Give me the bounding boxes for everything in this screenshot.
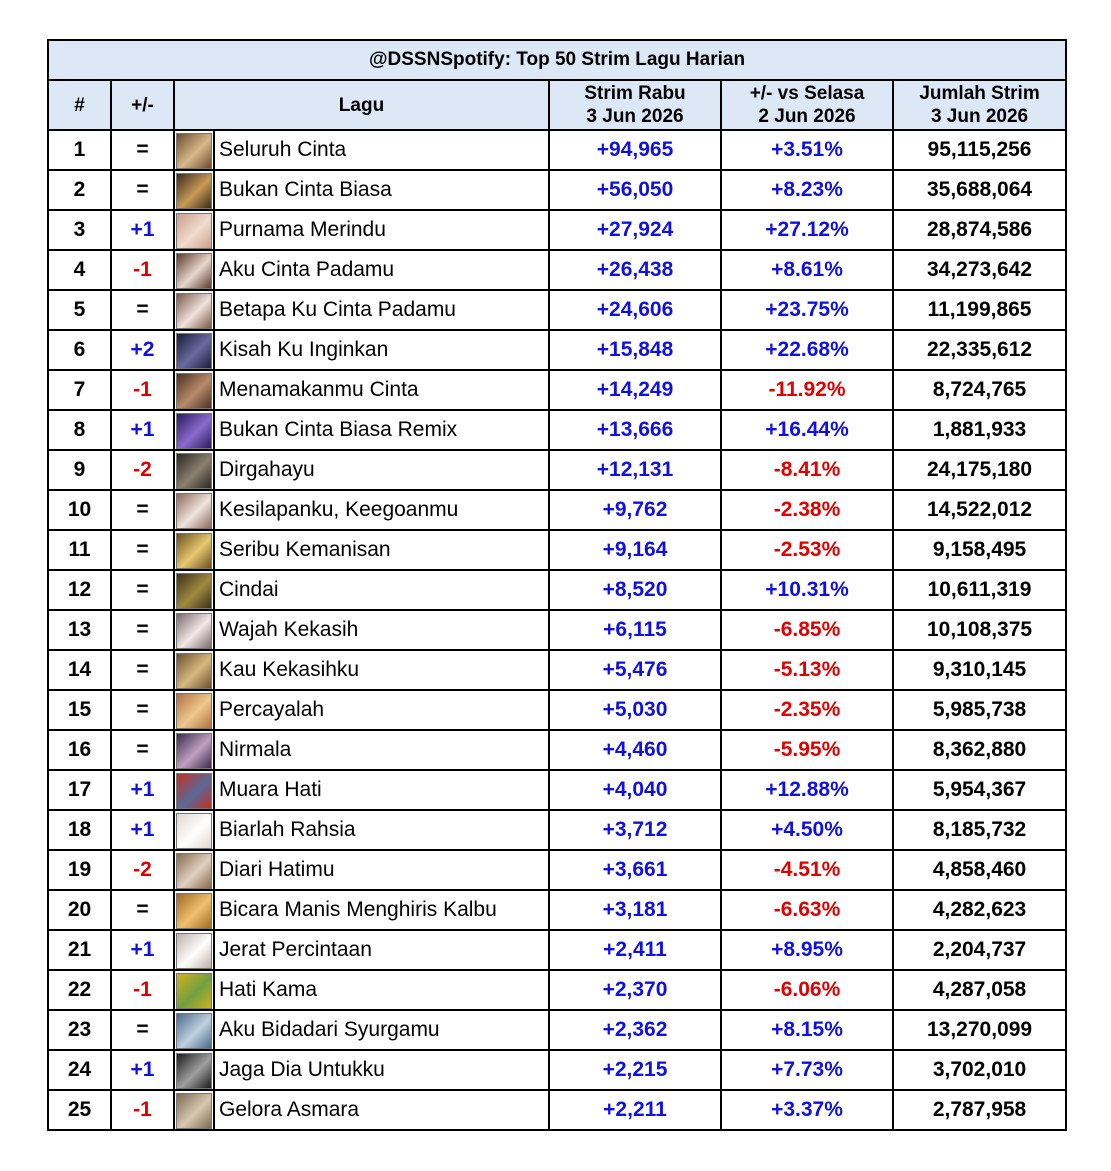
- pct-change: -6.63%: [721, 890, 893, 930]
- daily-streams: +56,050: [549, 170, 721, 210]
- change-cell: =: [111, 290, 174, 330]
- change-cell: =: [111, 530, 174, 570]
- pct-change: -2.53%: [721, 530, 893, 570]
- daily-streams: +15,848: [549, 330, 721, 370]
- total-streams: 95,115,256: [893, 130, 1066, 170]
- rank-cell: 6: [48, 330, 111, 370]
- change-cell: -1: [111, 370, 174, 410]
- table-row: [48, 170, 1066, 210]
- daily-streams: +24,606: [549, 290, 721, 330]
- album-art-cell: [174, 210, 214, 250]
- rank-cell: 15: [48, 690, 111, 730]
- pct-change: -5.13%: [721, 650, 893, 690]
- table-row: [48, 770, 1066, 810]
- album-art-cell: [174, 890, 214, 930]
- album-art-cell: [174, 410, 214, 450]
- daily-streams: +3,181: [549, 890, 721, 930]
- album-art-thumbnail: [176, 173, 212, 209]
- change-cell: +1: [111, 930, 174, 970]
- rank-cell: 2: [48, 170, 111, 210]
- daily-streams: +2,211: [549, 1090, 721, 1130]
- pct-change: +27.12%: [721, 210, 893, 250]
- pct-change: +3.37%: [721, 1090, 893, 1130]
- change-cell: +1: [111, 810, 174, 850]
- song-title: Percayalah: [214, 690, 549, 730]
- pct-change: -4.51%: [721, 850, 893, 890]
- pct-change: -11.92%: [721, 370, 893, 410]
- pct-change: +16.44%: [721, 410, 893, 450]
- song-title: Purnama Merindu: [214, 210, 549, 250]
- song-title: Jaga Dia Untukku: [214, 1050, 549, 1090]
- table-row: [48, 890, 1066, 930]
- album-art-thumbnail: [176, 573, 212, 609]
- album-art-thumbnail: [176, 893, 212, 929]
- daily-streams: +8,520: [549, 570, 721, 610]
- rank-cell: 14: [48, 650, 111, 690]
- table-row: [48, 130, 1066, 170]
- song-title: Bicara Manis Menghiris Kalbu: [214, 890, 549, 930]
- daily-streams: +2,411: [549, 930, 721, 970]
- rank-cell: 7: [48, 370, 111, 410]
- total-streams: 13,270,099: [893, 1010, 1066, 1050]
- rank-cell: 8: [48, 410, 111, 450]
- album-art-thumbnail: [176, 133, 212, 169]
- daily-streams: +94,965: [549, 130, 721, 170]
- rank-cell: 20: [48, 890, 111, 930]
- table-title: @DSSNSpotify: Top 50 Strim Lagu Harian: [48, 40, 1066, 80]
- song-title: Cindai: [214, 570, 549, 610]
- album-art-cell: [174, 450, 214, 490]
- rank-cell: 11: [48, 530, 111, 570]
- change-cell: =: [111, 730, 174, 770]
- daily-streams: +3,661: [549, 850, 721, 890]
- daily-streams: +14,249: [549, 370, 721, 410]
- change-cell: =: [111, 170, 174, 210]
- daily-streams: +12,131: [549, 450, 721, 490]
- pct-change: +8.95%: [721, 930, 893, 970]
- album-art-cell: [174, 730, 214, 770]
- change-cell: =: [111, 1010, 174, 1050]
- total-streams: 4,858,460: [893, 850, 1066, 890]
- album-art-cell: [174, 170, 214, 210]
- song-title: Biarlah Rahsia: [214, 810, 549, 850]
- album-art-thumbnail: [176, 773, 212, 809]
- album-art-thumbnail: [176, 973, 212, 1009]
- header-pct-line2: 2 Jun 2026: [758, 106, 856, 127]
- total-streams: 24,175,180: [893, 450, 1066, 490]
- album-art-thumbnail: [176, 693, 212, 729]
- daily-streams: +2,215: [549, 1050, 721, 1090]
- album-art-thumbnail: [176, 293, 212, 329]
- pct-change: -6.85%: [721, 610, 893, 650]
- table-row: [48, 810, 1066, 850]
- song-title: Nirmala: [214, 730, 549, 770]
- change-cell: =: [111, 610, 174, 650]
- album-art-cell: [174, 690, 214, 730]
- chart-table: [47, 39, 1067, 1131]
- album-art-cell: [174, 490, 214, 530]
- total-streams: 5,985,738: [893, 690, 1066, 730]
- change-cell: +1: [111, 210, 174, 250]
- rank-cell: 16: [48, 730, 111, 770]
- change-cell: =: [111, 690, 174, 730]
- album-art-thumbnail: [176, 653, 212, 689]
- table-row: [48, 730, 1066, 770]
- daily-streams: +5,030: [549, 690, 721, 730]
- header-rank: #: [48, 80, 111, 130]
- album-art-thumbnail: [176, 813, 212, 849]
- rank-cell: 5: [48, 290, 111, 330]
- change-cell: =: [111, 490, 174, 530]
- album-art-thumbnail: [176, 333, 212, 369]
- table-row: [48, 210, 1066, 250]
- album-art-thumbnail: [176, 493, 212, 529]
- change-cell: +1: [111, 1050, 174, 1090]
- header-song: Lagu: [174, 80, 549, 130]
- album-art-cell: [174, 770, 214, 810]
- table-body: [48, 130, 1066, 1130]
- rank-cell: 13: [48, 610, 111, 650]
- table-row: [48, 610, 1066, 650]
- daily-streams: +6,115: [549, 610, 721, 650]
- album-art-thumbnail: [176, 613, 212, 649]
- change-cell: +2: [111, 330, 174, 370]
- album-art-cell: [174, 250, 214, 290]
- total-streams: 4,287,058: [893, 970, 1066, 1010]
- change-cell: -2: [111, 450, 174, 490]
- song-title: Seluruh Cinta: [214, 130, 549, 170]
- rank-cell: 17: [48, 770, 111, 810]
- total-streams: 11,199,865: [893, 290, 1066, 330]
- total-streams: 8,185,732: [893, 810, 1066, 850]
- daily-streams: +4,040: [549, 770, 721, 810]
- album-art-thumbnail: [176, 1013, 212, 1049]
- change-cell: +1: [111, 410, 174, 450]
- rank-cell: 1: [48, 130, 111, 170]
- total-streams: 10,108,375: [893, 610, 1066, 650]
- pct-change: +12.88%: [721, 770, 893, 810]
- song-title: Aku Bidadari Syurgamu: [214, 1010, 549, 1050]
- pct-change: -2.35%: [721, 690, 893, 730]
- daily-streams: +27,924: [549, 210, 721, 250]
- pct-change: -6.06%: [721, 970, 893, 1010]
- daily-streams: +4,460: [549, 730, 721, 770]
- header-streams-line1: Strim Rabu: [584, 83, 686, 104]
- song-title: Hati Kama: [214, 970, 549, 1010]
- album-art-cell: [174, 1090, 214, 1130]
- total-streams: 4,282,623: [893, 890, 1066, 930]
- table-row: [48, 570, 1066, 610]
- album-art-thumbnail: [176, 373, 212, 409]
- song-title: Aku Cinta Padamu: [214, 250, 549, 290]
- table-row: [48, 250, 1066, 290]
- song-title: Jerat Percintaan: [214, 930, 549, 970]
- header-total-line1: Jumlah Strim: [919, 83, 1040, 104]
- album-art-cell: [174, 290, 214, 330]
- song-title: Dirgahayu: [214, 450, 549, 490]
- daily-streams: +13,666: [549, 410, 721, 450]
- song-title: Muara Hati: [214, 770, 549, 810]
- album-art-cell: [174, 530, 214, 570]
- header-pct-line1: +/- vs Selasa: [749, 83, 865, 104]
- pct-change: +3.51%: [721, 130, 893, 170]
- album-art-cell: [174, 1010, 214, 1050]
- album-art-cell: [174, 850, 214, 890]
- table-row: [48, 330, 1066, 370]
- album-art-thumbnail: [176, 733, 212, 769]
- header-change: +/-: [111, 80, 174, 130]
- rank-cell: 12: [48, 570, 111, 610]
- table-row: [48, 1050, 1066, 1090]
- song-title: Gelora Asmara: [214, 1090, 549, 1130]
- table-row: [48, 930, 1066, 970]
- daily-streams: +2,370: [549, 970, 721, 1010]
- table-row: [48, 690, 1066, 730]
- table-row: [48, 650, 1066, 690]
- table-row: [48, 850, 1066, 890]
- pct-change: +22.68%: [721, 330, 893, 370]
- pct-change: -2.38%: [721, 490, 893, 530]
- change-cell: =: [111, 650, 174, 690]
- album-art-thumbnail: [176, 413, 212, 449]
- pct-change: +8.23%: [721, 170, 893, 210]
- total-streams: 28,874,586: [893, 210, 1066, 250]
- total-streams: 8,724,765: [893, 370, 1066, 410]
- daily-streams: +26,438: [549, 250, 721, 290]
- change-cell: -1: [111, 970, 174, 1010]
- total-streams: 5,954,367: [893, 770, 1066, 810]
- song-title: Menamakanmu Cinta: [214, 370, 549, 410]
- pct-change: +7.73%: [721, 1050, 893, 1090]
- album-art-cell: [174, 610, 214, 650]
- pct-change: -5.95%: [721, 730, 893, 770]
- rank-cell: 9: [48, 450, 111, 490]
- pct-change: +8.15%: [721, 1010, 893, 1050]
- table-row: [48, 410, 1066, 450]
- rank-cell: 23: [48, 1010, 111, 1050]
- album-art-thumbnail: [176, 1053, 212, 1089]
- song-title: Bukan Cinta Biasa Remix: [214, 410, 549, 450]
- daily-streams: +5,476: [549, 650, 721, 690]
- rank-cell: 25: [48, 1090, 111, 1130]
- daily-streams: +9,164: [549, 530, 721, 570]
- change-cell: =: [111, 130, 174, 170]
- album-art-thumbnail: [176, 853, 212, 889]
- table-row: [48, 970, 1066, 1010]
- album-art-thumbnail: [176, 453, 212, 489]
- change-cell: =: [111, 890, 174, 930]
- table-row: [48, 450, 1066, 490]
- total-streams: 2,787,958: [893, 1090, 1066, 1130]
- pct-change: +4.50%: [721, 810, 893, 850]
- header-pct: [721, 80, 893, 130]
- change-cell: -2: [111, 850, 174, 890]
- header-total: [893, 80, 1066, 130]
- rank-cell: 18: [48, 810, 111, 850]
- table-row: [48, 370, 1066, 410]
- song-title: Kisah Ku Inginkan: [214, 330, 549, 370]
- album-art-cell: [174, 930, 214, 970]
- table-row: [48, 290, 1066, 330]
- rank-cell: 21: [48, 930, 111, 970]
- daily-streams: +3,712: [549, 810, 721, 850]
- album-art-cell: [174, 1050, 214, 1090]
- total-streams: 22,335,612: [893, 330, 1066, 370]
- song-title: Kau Kekasihku: [214, 650, 549, 690]
- header-streams-line2: 3 Jun 2026: [586, 106, 684, 127]
- album-art-cell: [174, 130, 214, 170]
- album-art-cell: [174, 370, 214, 410]
- change-cell: =: [111, 570, 174, 610]
- song-title: Bukan Cinta Biasa: [214, 170, 549, 210]
- header-total-line2: 3 Jun 2026: [930, 106, 1029, 127]
- total-streams: 14,522,012: [893, 490, 1066, 530]
- total-streams: 9,158,495: [893, 530, 1066, 570]
- total-streams: 3,702,010: [893, 1050, 1066, 1090]
- total-streams: 35,688,064: [893, 170, 1066, 210]
- pct-change: +10.31%: [721, 570, 893, 610]
- album-art-cell: [174, 650, 214, 690]
- change-cell: +1: [111, 770, 174, 810]
- table-row: [48, 490, 1066, 530]
- rank-cell: 22: [48, 970, 111, 1010]
- song-title: Betapa Ku Cinta Padamu: [214, 290, 549, 330]
- album-art-thumbnail: [176, 533, 212, 569]
- rank-cell: 19: [48, 850, 111, 890]
- table-row: [48, 1010, 1066, 1050]
- total-streams: 34,273,642: [893, 250, 1066, 290]
- album-art-thumbnail: [176, 253, 212, 289]
- album-art-thumbnail: [176, 1093, 212, 1129]
- album-art-cell: [174, 570, 214, 610]
- rank-cell: 4: [48, 250, 111, 290]
- rank-cell: 24: [48, 1050, 111, 1090]
- song-title: Wajah Kekasih: [214, 610, 549, 650]
- rank-cell: 3: [48, 210, 111, 250]
- song-title: Kesilapanku, Keegoanmu: [214, 490, 549, 530]
- song-title: Seribu Kemanisan: [214, 530, 549, 570]
- album-art-cell: [174, 970, 214, 1010]
- album-art-cell: [174, 330, 214, 370]
- total-streams: 10,611,319: [893, 570, 1066, 610]
- rank-cell: 10: [48, 490, 111, 530]
- total-streams: 8,362,880: [893, 730, 1066, 770]
- daily-streams: +2,362: [549, 1010, 721, 1050]
- daily-streams: +9,762: [549, 490, 721, 530]
- album-art-thumbnail: [176, 933, 212, 969]
- pct-change: -8.41%: [721, 450, 893, 490]
- album-art-cell: [174, 810, 214, 850]
- album-art-thumbnail: [176, 213, 212, 249]
- pct-change: +8.61%: [721, 250, 893, 290]
- change-cell: -1: [111, 1090, 174, 1130]
- table-row: [48, 530, 1066, 570]
- pct-change: +23.75%: [721, 290, 893, 330]
- total-streams: 1,881,933: [893, 410, 1066, 450]
- change-cell: -1: [111, 250, 174, 290]
- table-row: [48, 1090, 1066, 1130]
- header-streams: [549, 80, 721, 130]
- total-streams: 9,310,145: [893, 650, 1066, 690]
- total-streams: 2,204,737: [893, 930, 1066, 970]
- song-title: Diari Hatimu: [214, 850, 549, 890]
